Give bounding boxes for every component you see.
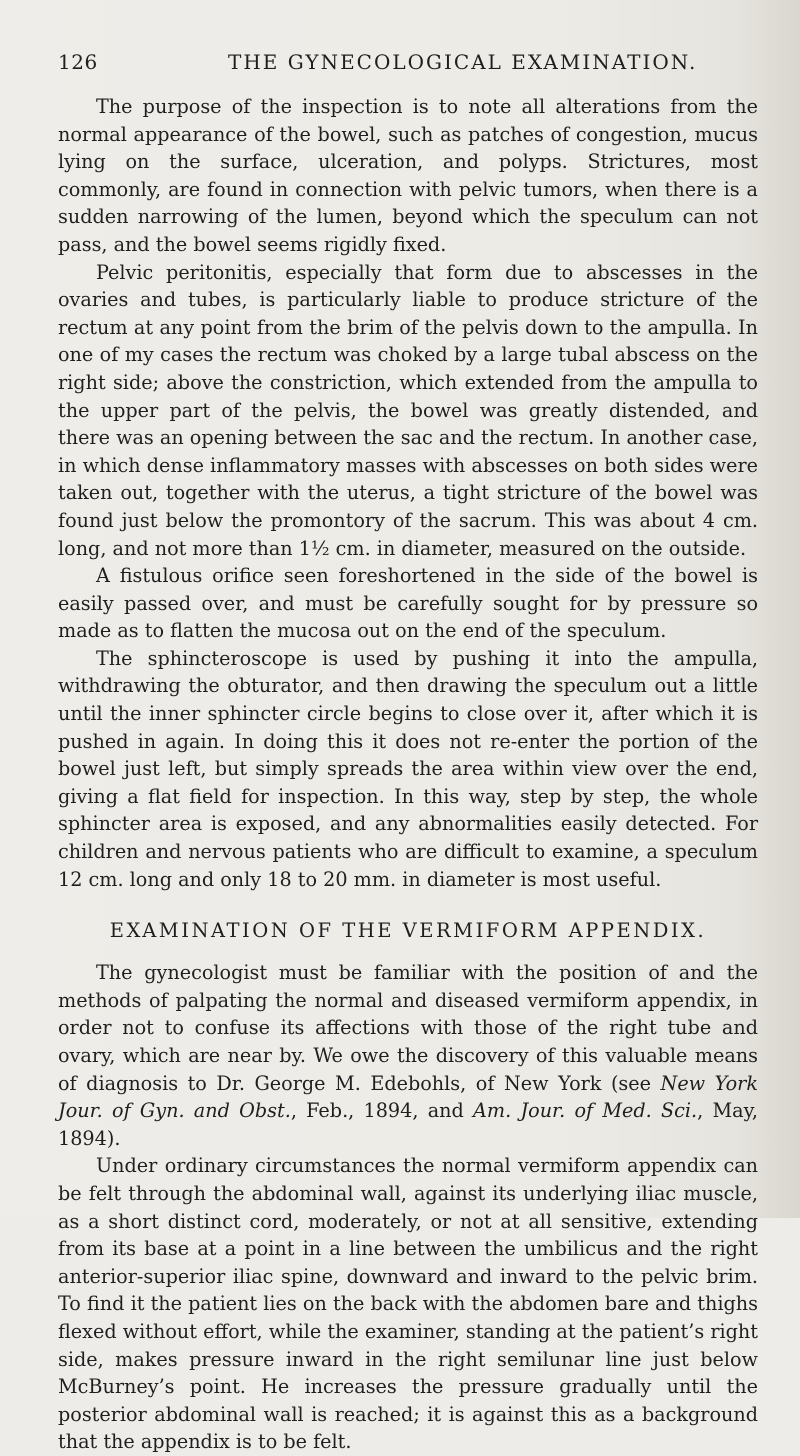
paragraph-fistulous-orifice: A fistulous orifice seen foreshortened in the side of the bowel is easily passed over, and must be carefully sought for by pressure so made as to flatten the mucosa out on the end of the speculum. bbox=[58, 564, 758, 643]
paragraph-sphincteroscope: The sphincteroscope is used by pushing it into the ampulla, withdrawing the obturator, and then drawing the speculum out a little until the inner sphincter circle begins to close over it, after which it is pushed in again. In doing this it does not re-enter the portion of the bowel just left, but simply spreads the area within view over the end, giving a flat field for inspection. In this way, step by step, the whole sphincter area is exposed, and any abnormalities easily detected. For children and nervous patients who are difficult to examine, a speculum 12 cm. long and only 18 to 20 mm. in diameter is most useful. bbox=[58, 646, 758, 891]
paragraph-inspection: The purpose of the inspection is to note all alterations from the normal appearance of the bowel, such as patches of congestion, mucus lying on the surface, ulceration, and polyps. Strictures, most commonly, are found in connection with pelvic tumors, when there is a sudden narrowing of the lumen, beyond which the speculum can not pass, and the bowel seems rigidly fixed. bbox=[58, 95, 758, 256]
running-title: THE GYNECOLOGICAL EXAMINATION. bbox=[228, 50, 698, 74]
paragraph-appendix-palpation: Under ordinary circumstances the normal vermiform appendix can be felt through the abdominal wall, against its underlying iliac muscle, as a short distinct cord, moderately, or not at all sensitive, extending from its base at a point in a line between the umbilicus and the right anterior-superior iliac spine, downward and inward to the pelvic brim. To find it the patient lies on the back with the abdomen bare and thighs flexed without effort, while the examiner, standing at the patient’s right side, makes pressure inward in the right semilunar line just below McBurney’s point. He increases the pressure gradually until the posterior abdominal wall is reached; it is against this as a background that the appendix is to be felt. bbox=[58, 1154, 758, 1454]
section-heading: EXAMINATION OF THE VERMIFORM APPENDIX. bbox=[109, 919, 707, 943]
page-body bbox=[58, 93, 758, 1456]
paragraph-appendix-intro bbox=[58, 959, 758, 1152]
page-number: 126 bbox=[58, 50, 98, 74]
journal-citation-med: Am. Jour. of Med. Sci. bbox=[473, 1099, 698, 1123]
appendix-intro-end: , May, 1894). bbox=[58, 1099, 758, 1150]
journal-citation-gyn: New York Jour. of Gyn. and Obst. bbox=[58, 1071, 758, 1123]
appendix-intro-mid: , Feb., 1894, and bbox=[290, 1099, 474, 1123]
appendix-intro-text: The gynecologist must be familiar with the position of and the methods of palpating the normal and diseased vermiform appendix, in order not to confuse its affections with those of the right tube and ovary, which are near by. We owe the discovery of this valuable means of diagnosis to Dr. George M. Edebohls, of New York (see bbox=[58, 961, 758, 1095]
paragraph-pelvic-peritonitis: Pelvic peritonitis, especially that form due to abscesses in the ovaries and tubes, is particularly liable to produce stricture of the rectum at any point from the brim of the pelvis down to the ampulla. In one of my cases the rectum was choked by a large tubal abscess on the right side; above the constriction, which extended from the ampulla to the upper part of the pelvis, the bowel was greatly distended, and there was an opening between the sac and the rectum. In another case, in which dense inflammatory masses with abscesses on both sides were taken out, together with the uterus, a tight stricture of the bowel was found just below the promontory of the sacrum. This was about 4 cm. long, and not more than 1½ cm. in diameter, measured on the outside. bbox=[58, 260, 758, 560]
page-header bbox=[58, 50, 758, 78]
